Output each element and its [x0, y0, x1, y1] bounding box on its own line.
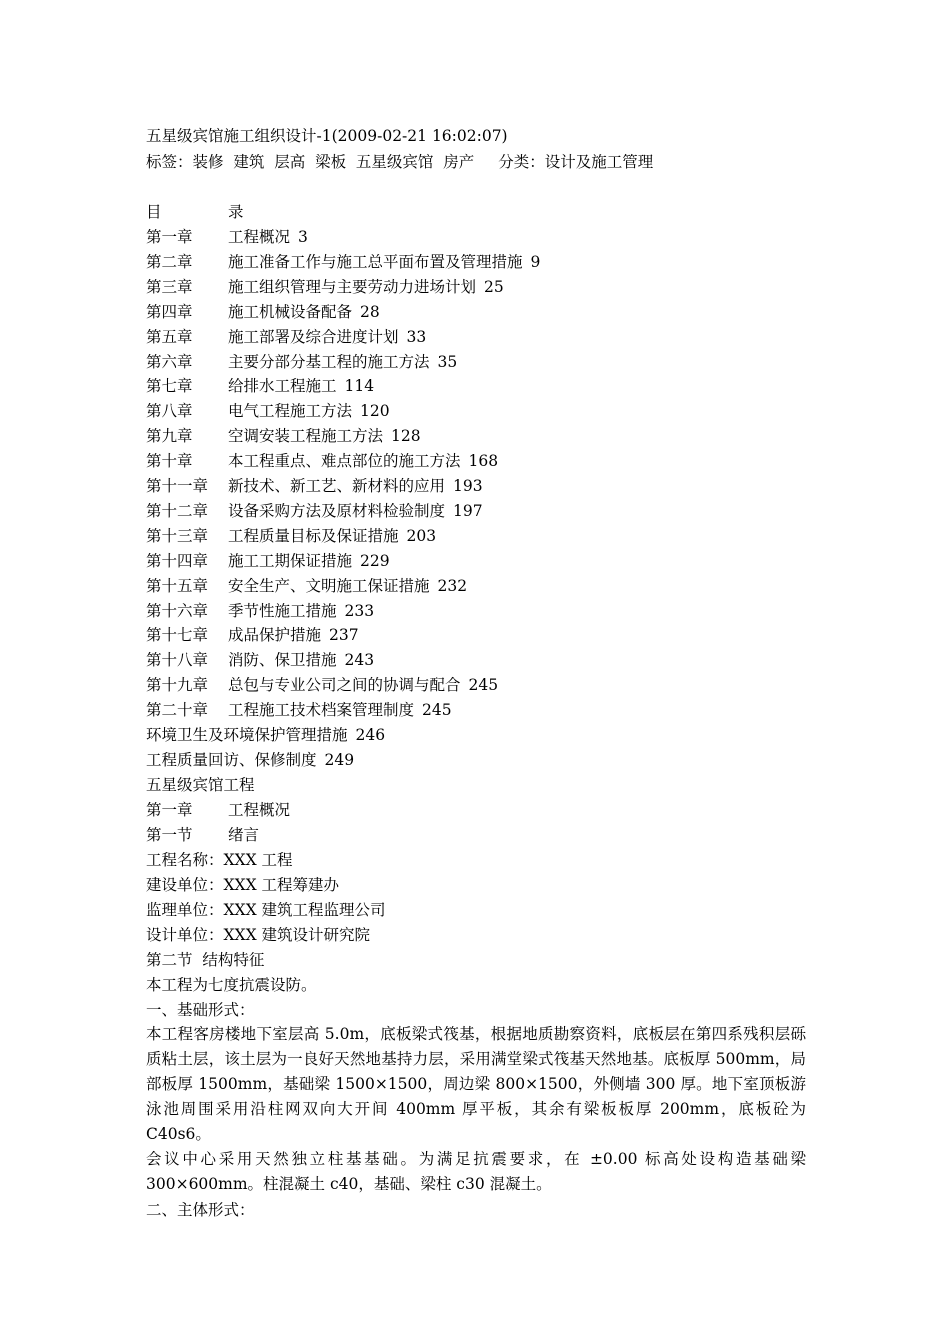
toc-heading	[146, 202, 244, 222]
toc-item	[146, 401, 390, 421]
toc-page-number: 120	[360, 402, 390, 421]
chapter-title: 工程概况	[228, 801, 291, 819]
section-title: 绪言	[228, 826, 260, 844]
toc-page-number: 245	[468, 676, 499, 695]
toc-chapter-number: 第九章	[146, 427, 193, 446]
toc-chapter-title: 设备采购方法及原材料检验制度	[228, 501, 446, 520]
design-unit: 设计单位：XXX 建筑设计研究院	[146, 926, 371, 944]
toc-page-number: 28	[360, 302, 380, 321]
toc-item	[146, 551, 390, 571]
toc-chapter-title: 主要分部分基工程的施工方法	[228, 352, 430, 371]
seismic-note: 本工程为七度抗震设防。	[146, 976, 317, 994]
toc-page-number: 246	[355, 726, 386, 744]
toc-item	[146, 501, 483, 521]
toc-item	[146, 750, 354, 770]
section-number: 第一节	[146, 826, 193, 844]
toc-item	[146, 476, 483, 496]
toc-item	[146, 277, 504, 297]
tags-label: 标签：	[146, 153, 193, 171]
toc-item	[146, 376, 374, 396]
toc-chapter-title: 空调安装工程施工方法	[228, 427, 384, 446]
toc-page-number: 9	[530, 252, 541, 271]
toc-extra-title: 环境卫生及环境保护管理措施	[146, 726, 348, 744]
toc-chapter-title: 工程概况	[228, 228, 291, 246]
toc-chapter-title: 成品保护措施	[228, 626, 322, 645]
toc-chapter-title: 新技术、新工艺、新材料的应用	[228, 477, 446, 495]
toc-extra-title: 工程质量回访、保修制度	[146, 750, 317, 769]
category-label: 分类：设计及施工管理	[498, 153, 654, 171]
toc-page-number: 33	[406, 327, 427, 346]
toc-item	[146, 526, 436, 546]
supervision-unit: 监理单位：XXX 建筑工程监理公司	[146, 901, 386, 919]
toc-chapter-number: 第十七章	[146, 626, 209, 645]
toc-chapter-number: 第六章	[146, 352, 193, 371]
toc-chapter-title: 总包与专业公司之间的协调与配合	[228, 676, 461, 695]
toc-chapter-number: 第十六章	[146, 601, 209, 620]
toc-page-number: 3	[298, 228, 308, 246]
toc-chapter-title: 施工组织管理与主要劳动力进场计划	[228, 277, 477, 296]
toc-page-number: 249	[324, 750, 355, 769]
toc-item	[146, 302, 380, 322]
project-name: 工程名称：XXX 工程	[146, 851, 293, 869]
chapter-1-heading	[146, 800, 290, 820]
toc-chapter-title: 工程施工技术档案管理制度	[228, 701, 415, 720]
toc-item	[146, 675, 498, 695]
toc-item	[146, 700, 452, 720]
toc-page-number: 245	[422, 701, 452, 720]
toc-chapter-number: 第七章	[146, 377, 193, 396]
toc-chapter-number: 第三章	[146, 277, 193, 296]
toc-page-number: 233	[344, 601, 375, 620]
document-title: 五星级宾馆施工组织设计-1(2009-02-21 16:02:07)	[146, 127, 508, 145]
toc-page-number: 197	[453, 501, 483, 520]
toc-chapter-title: 施工准备工作与施工总平面布置及管理措施	[228, 252, 523, 271]
toc-item	[146, 227, 308, 247]
toc-chapter-title: 施工机械设备配备	[228, 302, 353, 321]
toc-chapter-title: 施工部署及综合进度计划	[228, 327, 399, 346]
section-2-heading: 第二节 结构特征	[146, 951, 265, 969]
toc-heading-left: 目	[146, 203, 162, 221]
toc-chapter-title: 季节性施工措施	[228, 601, 337, 620]
tags-list: 装修 建筑 层高 梁板 五星级宾馆 房产	[192, 153, 475, 171]
main-structure-heading: 二、主体形式：	[146, 1201, 255, 1219]
toc-item	[146, 725, 385, 745]
section-1-heading	[146, 825, 259, 845]
toc-item	[146, 650, 374, 670]
toc-item	[146, 601, 374, 621]
toc-chapter-number: 第十四章	[146, 551, 209, 570]
toc-page-number: 114	[344, 377, 375, 396]
chapter-number: 第一章	[146, 801, 193, 819]
toc-page-number: 193	[453, 477, 483, 495]
toc-chapter-title: 工程质量目标及保证措施	[228, 526, 399, 545]
toc-chapter-number: 第十一章	[146, 477, 209, 495]
toc-page-number: 243	[344, 651, 375, 670]
toc-chapter-number: 第十章	[146, 452, 193, 471]
toc-chapter-title: 施工工期保证措施	[228, 551, 353, 570]
toc-item	[146, 252, 540, 272]
toc-chapter-number: 第四章	[146, 302, 193, 321]
construction-unit: 建设单位：XXX 工程筹建办	[146, 876, 340, 894]
toc-page-number: 128	[391, 427, 421, 446]
tags-line	[146, 152, 653, 172]
toc-item	[146, 327, 426, 347]
toc-page-number: 203	[406, 526, 437, 545]
foundation-paragraph-2: 会议中心采用天然独立柱基基础。为满足抗震要求，在 ±0.00 标高处设构造基础梁 300×600mm。柱混凝土 c40，基础、梁柱 c30 混凝土。	[146, 1150, 806, 1193]
toc-item	[146, 426, 421, 446]
toc-chapter-title: 安全生产、文明施工保证措施	[228, 576, 430, 595]
toc-chapter-title: 电气工程施工方法	[228, 402, 353, 421]
foundation-paragraph-1: 本工程客房楼地下室层高 5.0m，底板梁式筏基，根据地质勘察资料，底板层在第四系残积层砾质粘土层，该土层为一良好天然地基持力层，采用满堂梁式筏基天然地基。底板厚 500mm，局部板厚 1500mm，基础梁 1500×1500，周边梁 800×1500，外侧墙 300 厚。地下室顶板游泳池周围采用沿柱网双向大开间 400mm 厚平板，其余有梁板板厚 200mm，底板砼为 C40s6。	[146, 1025, 806, 1143]
toc-page-number: 229	[360, 551, 390, 570]
toc-chapter-title: 本工程重点、难点部位的施工方法	[228, 452, 461, 471]
toc-item	[146, 625, 359, 645]
toc-page-number: 168	[468, 452, 499, 471]
toc-page-number: 35	[437, 352, 458, 371]
toc-chapter-title: 消防、保卫措施	[228, 651, 337, 670]
toc-chapter-number: 第十八章	[146, 651, 209, 670]
toc-chapter-number: 第八章	[146, 402, 193, 421]
toc-chapter-title: 给排水工程施工	[228, 377, 337, 396]
toc-page-number: 232	[437, 576, 468, 595]
project-title: 五星级宾馆工程	[146, 776, 255, 794]
toc-item	[146, 576, 467, 596]
foundation-heading: 一、基础形式：	[146, 1001, 255, 1019]
toc-chapter-number: 第十九章	[146, 676, 209, 695]
toc-chapter-number: 第一章	[146, 228, 193, 246]
toc-item	[146, 352, 457, 372]
toc-chapter-number: 第十二章	[146, 501, 209, 520]
toc-chapter-number: 第五章	[146, 327, 193, 346]
toc-page-number: 237	[329, 626, 359, 645]
toc-page-number: 25	[484, 277, 504, 296]
toc-chapter-number: 第二十章	[146, 701, 209, 720]
toc-heading-right: 录	[228, 203, 244, 221]
toc-chapter-number: 第十五章	[146, 576, 209, 595]
toc-item	[146, 451, 498, 471]
toc-chapter-number: 第十三章	[146, 526, 209, 545]
toc-chapter-number: 第二章	[146, 252, 193, 271]
